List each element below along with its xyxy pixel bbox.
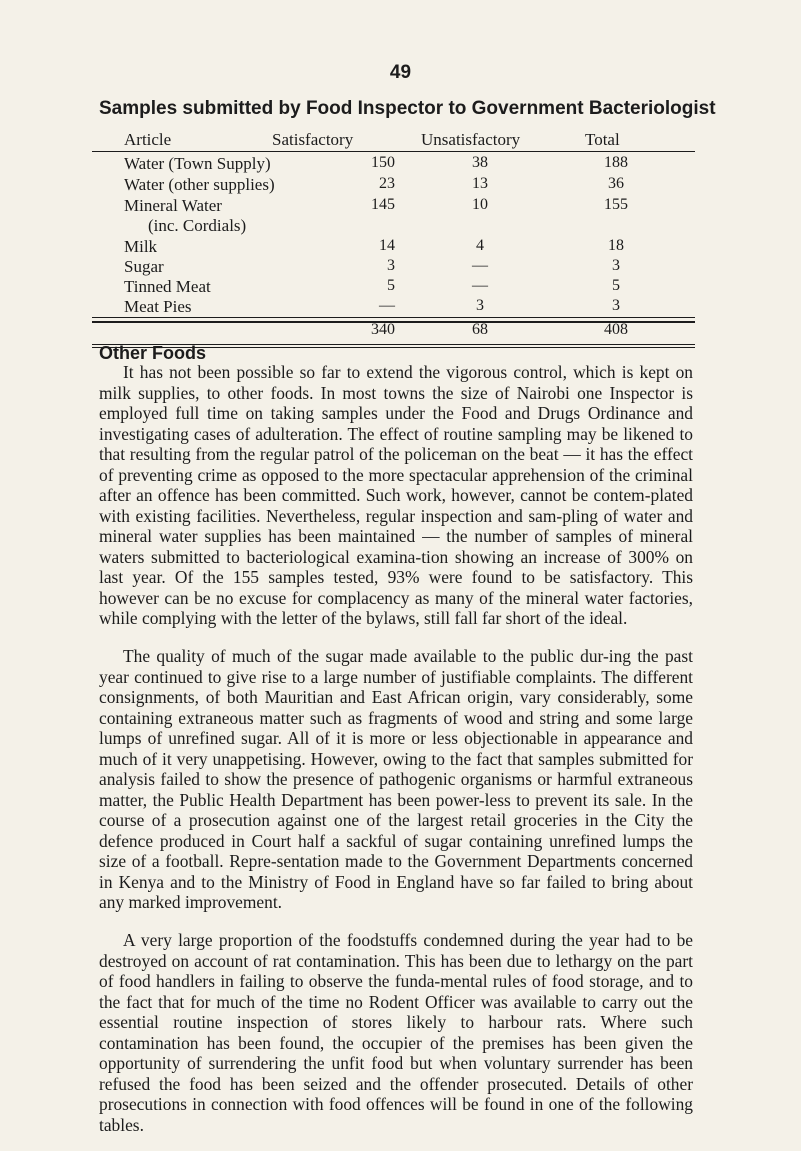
header-total: Total xyxy=(585,130,620,149)
row-satisfactory: 23 xyxy=(379,175,395,192)
paragraph-3: A very large proportion of the foodstuffs condemned during the year had to be destroyed on account of rat contamination. This has been due to lethargy on the part of food handlers in failing to observe the funda-mental rules of food storage, and to the fact that for much of the time no Rodent Officer was available to carry out the essential routine inspection of stores likely to harbour rats. Where such contamination has been found, the occupier of the premises has been given the opportunity of surrendering the unfit food but when voluntary surrender has been refused the food has been seized and the offender prosecuted. Details of other prosecutions in connection with food offences will be found in one of the following tables. xyxy=(99,930,693,1135)
row-unsatisfactory: 4 xyxy=(476,237,484,254)
row-article: Tinned Meat xyxy=(124,277,211,296)
row-unsatisfactory: 10 xyxy=(472,196,488,213)
total-total: 408 xyxy=(604,321,628,338)
row-article: Mineral Water xyxy=(124,196,222,215)
row-total: 36 xyxy=(608,175,624,192)
row-article: Water (other supplies) xyxy=(124,175,275,194)
row-article: Water (Town Supply) xyxy=(124,154,271,173)
row-satisfactory: 14 xyxy=(379,237,395,254)
total-satisfactory: 340 xyxy=(371,321,395,338)
table-row-continuation xyxy=(0,216,801,236)
table-row xyxy=(0,277,801,297)
table-row xyxy=(0,237,801,257)
header-article: Article xyxy=(124,130,172,149)
header-satisfactory: Satisfactory xyxy=(272,130,354,149)
totals-double-rule-top xyxy=(92,321,695,323)
row-article: Meat Pies xyxy=(124,297,192,316)
row-satisfactory: — xyxy=(379,297,395,314)
totals-row xyxy=(0,321,801,341)
total-unsatisfactory: 68 xyxy=(472,321,488,338)
section-title: Other Foods xyxy=(99,343,206,363)
table-title: Samples submitted by Food Inspector to Government Bacteriologist xyxy=(99,98,716,119)
row-unsatisfactory: — xyxy=(472,277,488,294)
row-total: 3 xyxy=(612,257,620,274)
row-total: 3 xyxy=(612,297,620,314)
row-unsatisfactory: 3 xyxy=(476,297,484,314)
paragraph-2: The quality of much of the sugar made available to the public dur-ing the past year continued to give rise to a large number of justifiable complaints. The different consignments, of both Mauritian and East African origin, vary considerably, some containing extraneous matter such as fragments of wood and string and some large lumps of unrefined sugar. All of it is more or less objectionable in appearance and much of it very unappetising. However, owing to the fact that samples submitted for analysis failed to show the presence of pathogenic organisms or harmful extraneous matter, the Public Health Department has been power-less to prevent its sale. In the course of a prosecution against one of the largest retail groceries in the City the defence produced in Court half a sackful of sugar containing unrefined lumps the size of a football. Repre-sentation made to the Government Departments concerned in Kenya and to the Ministry of Food in England have so far failed to bring about any marked improvement. xyxy=(99,646,693,912)
page-number: 49 xyxy=(389,62,412,83)
paragraph-1: It has not been possible so far to extend the vigorous control, which is kept on milk supplies, to other foods. In most towns the size of Nairobi one Inspector is employed full time on taking samples under the Food and Drugs Ordinance and investigating cases of adulteration. The effect of routine sampling may be likened to that resulting from the regular patrol of the policeman on the beat — it has the effect of preventing crime as opposed to the more spectacular apprehension of the criminal after an offence has been committed. Such work, however, cannot be contem-plated with existing facilities. Nevertheless, regular inspection and sam-pling of water and mineral water supplies has been maintained — the number of samples of mineral waters submitted to bacteriological examina-tion showing an increase of 300% on last year. Of the 155 samples tested, 93% were found to be satisfactory. This however can be no excuse for complacency as many of the mineral water factories, while complying with the letter of the bylaws, still fall far short of the ideal. xyxy=(99,362,693,628)
row-total: 18 xyxy=(608,237,624,254)
row-unsatisfactory: — xyxy=(472,257,488,274)
row-total: 5 xyxy=(612,277,620,294)
header-unsatisfactory: Unsatisfactory xyxy=(421,130,521,149)
row-unsatisfactory: 38 xyxy=(472,154,488,171)
row-total: 155 xyxy=(604,196,628,213)
row-satisfactory: 3 xyxy=(387,257,395,274)
row-unsatisfactory: 13 xyxy=(472,175,488,192)
table-row xyxy=(0,297,801,317)
row-article: Milk xyxy=(124,237,158,256)
row-total: 188 xyxy=(604,154,628,171)
header-rule xyxy=(92,151,695,152)
table-row xyxy=(0,257,801,277)
row-article-line2: (inc. Cordials) xyxy=(148,216,247,235)
table-row xyxy=(0,175,801,195)
row-satisfactory: 145 xyxy=(371,196,395,213)
row-satisfactory: 5 xyxy=(387,277,395,294)
row-satisfactory: 150 xyxy=(371,154,395,171)
table-row xyxy=(0,154,801,174)
totals-rule xyxy=(92,317,695,318)
table-row xyxy=(0,196,801,216)
row-article: Sugar xyxy=(124,257,164,276)
